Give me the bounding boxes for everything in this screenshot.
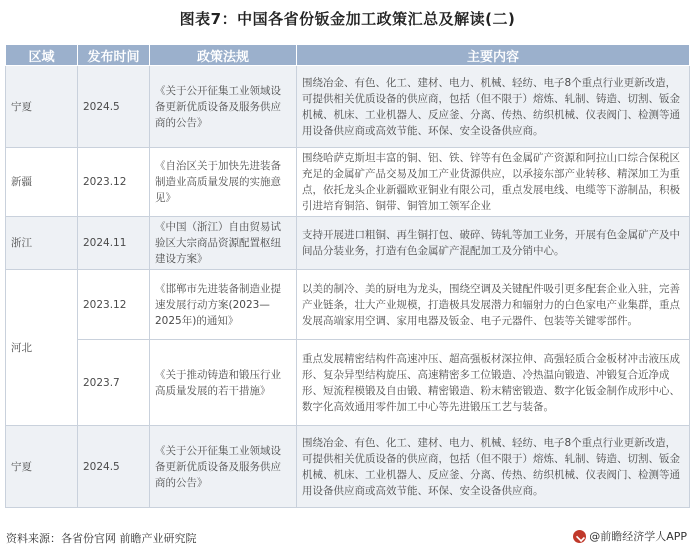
cell-region: 宁夏 [6, 66, 78, 148]
table-row [6, 270, 690, 340]
cell-content: 围绕冶金、有色、化工、建材、电力、机械、轻纺、电子8个重点行业更新改造，可提供相关优质设备的供应商，包括（但不限于）熔炼、轧制、铸造、切割、钣金机械、机床、工业机器人、反应釜、分离、传热、纺织机械、仪表阀门、检测等通用设备供应商或高效节能、环保、安全设备供应商。 [297, 66, 690, 148]
cell-region: 宁夏 [6, 426, 78, 508]
cell-content: 以美的制冷、美的厨电为龙头，围绕空调及关键配件吸引更多配套企业入驻，完善产业链条，壮大产业规模，打造极具发展潜力和辐射力的白色家电产业集群，重点发展高端家用空调、家用电器及钣金、电子元器件、包装等关键零部件。 [297, 270, 690, 340]
cell-policy: 《关于公开征集工业领域设备更新优质设备及服务供应商的公告》 [150, 66, 297, 148]
source-note: 资料来源：各省份官网 前瞻产业研究院 [6, 532, 197, 545]
cell-date: 2023.12 [78, 148, 150, 217]
table-row [6, 340, 690, 426]
cell-policy: 《关于公开征集工业领域设备更新优质设备及服务供应商的公告》 [150, 426, 297, 508]
cell-content: 围绕哈萨克斯坦丰富的铜、铝、铁、锌等有色金属矿产资源和阿拉山口综合保税区充足的金属矿产品交易及加工产业货源供应，以承接东部产业转移、精深加工为重点，依托龙头企业新疆欧亚铜业有限公司，重点发展电线、电缆等下游制品，积极引进培育铜箔、铜带、铜管加工领军企业 [297, 148, 690, 217]
table-header-row [6, 45, 690, 66]
cell-date: 2023.12 [78, 270, 150, 340]
cell-region: 浙江 [6, 217, 78, 270]
table-row [6, 66, 690, 148]
cell-region: 河北 [6, 270, 78, 426]
cell-content: 重点发展精密结构件高速冲压、超高强板材深拉伸、高强轻质合金板材冲击液压成形、复杂异型结构旋压、高速精密多工位锻造、冷热温向锻造、冲锻复合近净成形、短流程模锻及自由锻、精密锻造、粉末精密锻造、数字化钣金制作成形中心、数字化高效通用零件加工中心等先进锻压工艺与装备。 [297, 340, 690, 426]
cell-date: 2023.7 [78, 340, 150, 426]
table-row [6, 148, 690, 217]
cell-policy: 《自治区关于加快先进装备制造业高质量发展的实施意见》 [150, 148, 297, 217]
table-row [6, 217, 690, 270]
policy-table [5, 44, 690, 508]
header-policy: 政策法规 [150, 45, 297, 66]
cell-policy: 《中国（浙江）自由贸易试验区大宗商品资源配置枢纽建设方案》 [150, 217, 297, 270]
cell-policy: 《邯郸市先进装备制造业提速发展行动方案(2023—2025年)的通知》 [150, 270, 297, 340]
cell-policy: 《关于推动铸造和锻压行业高质量发展的若干措施》 [150, 340, 297, 426]
cell-region: 新疆 [6, 148, 78, 217]
chart-title: 图表7：中国各省份钣金加工政策汇总及解读(二) [179, 10, 516, 28]
header-date: 发布时间 [78, 45, 150, 66]
cell-content: 支持开展进口粗铜、再生铜打包、破碎、铸轧等加工业务，开展有色金属矿产及中间品分装业务，打造有色金属矿产混配加工及分销中心。 [297, 217, 690, 270]
cell-date: 2024.5 [78, 426, 150, 508]
table-row [6, 426, 690, 508]
brand-logo [573, 528, 687, 544]
brand-text: @前瞻经济学人APP [589, 530, 687, 543]
header-region: 区域 [6, 45, 78, 66]
header-content: 主要内容 [297, 45, 690, 66]
cell-content: 围绕冶金、有色、化工、建材、电力、机械、轻纺、电子8个重点行业更新改造，可提供相关优质设备的供应商，包括（但不限于）熔炼、轧制、铸造、切割、钣金机械、机床、工业机器人、反应釜、分离、传热、纺织机械、仪表阀门、检测等通用设备供应商或高效节能、环保、安全设备供应商。 [297, 426, 690, 508]
brand-icon [573, 530, 586, 543]
cell-date: 2024.5 [78, 66, 150, 148]
cell-date: 2024.11 [78, 217, 150, 270]
